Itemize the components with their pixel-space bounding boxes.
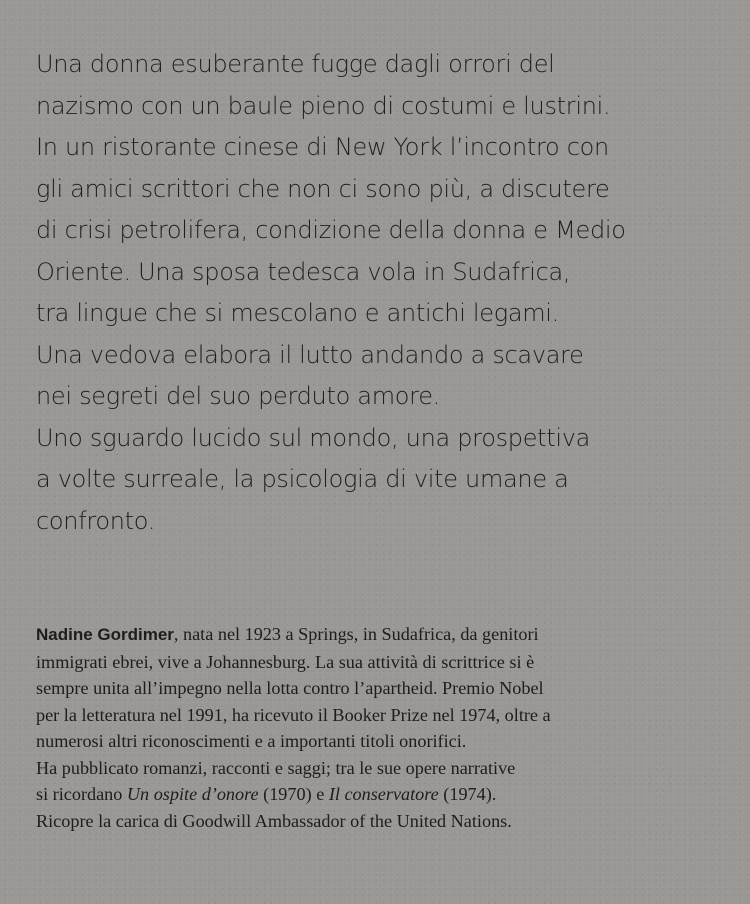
blurb-line: tra lingue che si mescolano e antichi legami. bbox=[36, 299, 560, 327]
blurb-line: Una donna esuberante fugge dagli orrori del bbox=[36, 50, 555, 78]
blurb-line: nazismo con un baule pieno di costumi e lustrini. bbox=[36, 91, 611, 120]
bio-text: (1974). bbox=[438, 784, 497, 804]
bio-line: sempre unita all’impegno nella lotta contro l’apartheid. Premio Nobel bbox=[36, 678, 544, 698]
blurb-line: Oriente. Una sposa tedesca vola in Sudafrica, bbox=[36, 257, 571, 286]
book-title: Il conservatore bbox=[328, 784, 439, 804]
blurb-line: gli amici scrittori che non ci sono più, a discutere bbox=[36, 174, 610, 203]
author-name: Nadine Gordimer bbox=[36, 625, 174, 644]
blurb-line: nei segreti del suo perduto amore. bbox=[36, 382, 440, 410]
blurb-line: confronto. bbox=[36, 506, 156, 535]
bio-line: Ricopre la carica di Goodwill Ambassador of the United Nations. bbox=[36, 810, 512, 831]
author-bio bbox=[36, 621, 736, 834]
blurb-line: a volte surreale, la psicologia di vite umane a bbox=[36, 465, 569, 493]
bio-line bbox=[36, 781, 736, 808]
bio-text: , nata nel 1923 a Springs, in Sudafrica, da genitori bbox=[173, 624, 539, 644]
blurb-line: In un ristorante cinese di New York l’incontro con bbox=[36, 133, 609, 161]
bio-line: immigrati ebrei, vive a Johannesburg. La sua attività di scrittrice si è bbox=[36, 651, 535, 672]
book-title: Un ospite d’onore bbox=[126, 784, 259, 804]
bio-line: Ha pubblicato romanzi, racconti e saggi; tra le sue opere narrative bbox=[36, 757, 516, 778]
blurb-line: di crisi petrolifera, condizione della donna e Medio bbox=[36, 216, 626, 244]
bio-line bbox=[36, 621, 736, 649]
blurb-line: Una vedova elabora il lutto andando a scavare bbox=[36, 340, 584, 369]
bio-line: numerosi altri riconoscimenti e a importanti titoli onorifici. bbox=[36, 731, 467, 751]
blurb-text bbox=[36, 44, 736, 542]
bio-text: si ricordano bbox=[36, 784, 127, 804]
blurb-line: Uno sguardo lucido sul mondo, una prospettiva bbox=[36, 423, 591, 452]
bio-text: (1970) e bbox=[258, 784, 329, 804]
bio-line: per la letteratura nel 1991, ha ricevuto il Booker Prize nel 1974, oltre a bbox=[36, 704, 551, 725]
